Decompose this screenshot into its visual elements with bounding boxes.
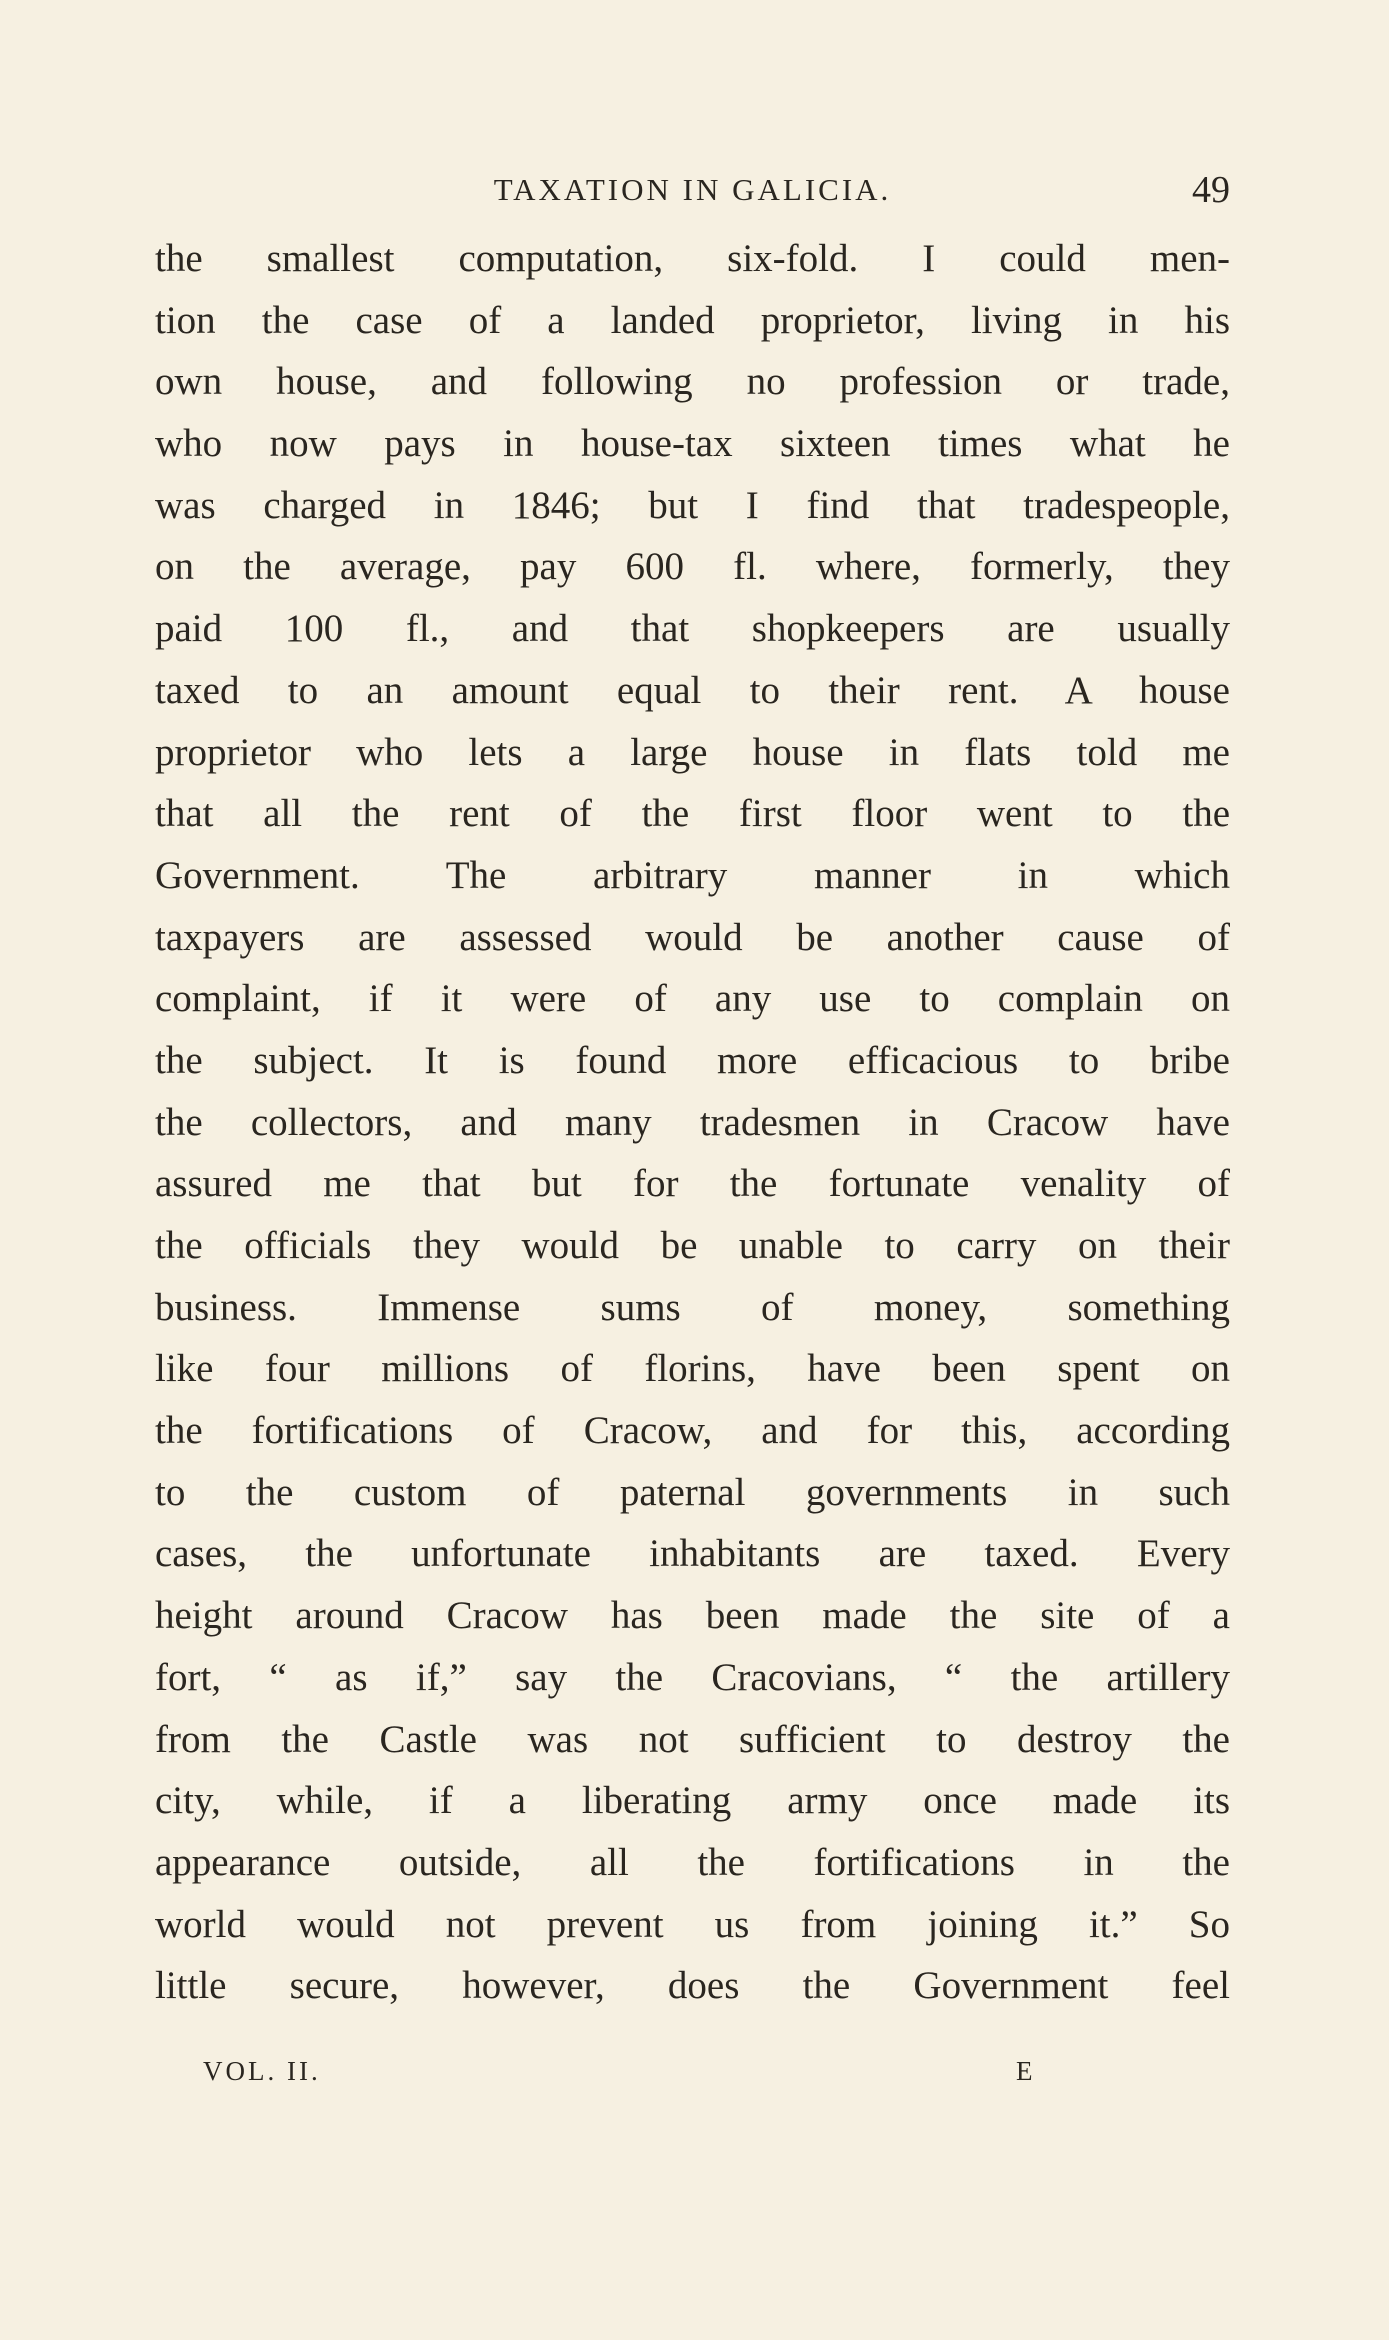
text-line: proprietor who lets a large house in flats told me — [155, 730, 1230, 774]
page-number: 49 — [1192, 169, 1230, 211]
text-line: assured me that but for the fortunate venality of — [155, 1162, 1230, 1206]
text-line: fort, “ as if,” say the Cracovians, “ the artillery — [155, 1655, 1230, 1699]
text-line: was charged in 1846; but I find that tradespeople, — [155, 483, 1230, 527]
text-line: like four millions of florins, have been spent on — [155, 1347, 1230, 1391]
text-line: city, while, if a liberating army once made its — [155, 1779, 1230, 1823]
text-line: little secure, however, does the Government feel — [155, 1964, 1230, 2008]
text-line: paid 100 fl., and that shopkeepers are usually — [155, 607, 1230, 651]
text-line: the collectors, and many tradesmen in Cracow have — [155, 1100, 1230, 1144]
text-line: the smallest computation, six-fold. I could men- — [155, 237, 1230, 280]
text-line: the fortifications of Cracow, and for this, according — [155, 1409, 1230, 1453]
running-title: TAXATION IN GALICIA. — [493, 172, 892, 207]
running-head — [155, 168, 1230, 218]
text-line: appearance outside, all the fortifications in the — [155, 1840, 1230, 1884]
text-line: to the custom of paternal governments in such — [155, 1470, 1230, 1514]
text-line: on the average, pay 600 fl. where, formerly, they — [155, 545, 1230, 589]
text-line: who now pays in house-tax sixteen times what he — [155, 422, 1230, 466]
signature-mark: E — [1016, 2056, 1033, 2086]
text-line: cases, the unfortunate inhabitants are taxed. Every — [155, 1532, 1230, 1576]
text-line: Government. The arbitrary manner in which — [155, 853, 1230, 897]
text-line: tion the case of a landed proprietor, living in his — [155, 298, 1230, 342]
text-line: world would not prevent us from joining it.” So — [155, 1902, 1230, 1946]
text-line: taxed to an amount equal to their rent. A house — [155, 668, 1230, 712]
text-line: taxpayers are assessed would be another cause of — [155, 915, 1230, 959]
text-line: height around Cracow has been made the site of a — [155, 1594, 1230, 1638]
text-line: the officials they would be unable to carry on their — [155, 1224, 1230, 1267]
text-line: business. Immense sums of money, something — [155, 1285, 1230, 1329]
text-line: own house, and following no profession or trade, — [155, 360, 1230, 404]
body-text — [155, 228, 1230, 2017]
footer — [155, 2056, 1230, 2096]
text-line: that all the rent of the first floor went to the — [155, 792, 1230, 836]
volume-signature: VOL. II. — [203, 2056, 321, 2086]
text-line: complaint, if it were of any use to complain on — [155, 977, 1230, 1021]
text-line: from the Castle was not sufficient to destroy the — [155, 1717, 1230, 1761]
text-line: the subject. It is found more efficacious to bribe — [155, 1038, 1230, 1082]
